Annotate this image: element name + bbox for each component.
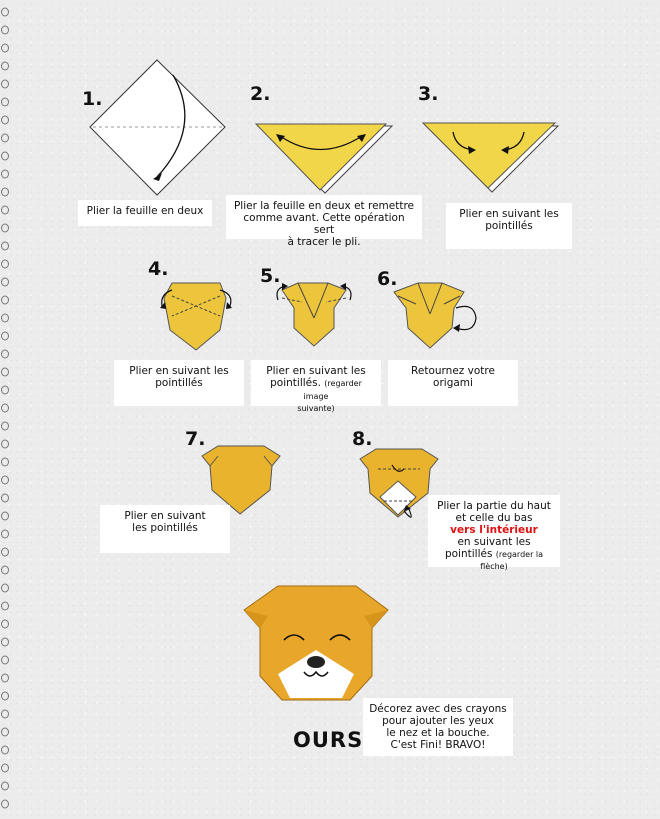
spiral-ring — [2, 224, 9, 232]
spiral-ring — [2, 782, 9, 790]
step-7-number: 7. — [185, 428, 206, 450]
spiral-ring — [2, 152, 9, 160]
spiral-ring — [2, 602, 9, 610]
step-8-caption: Plier la partie du haut et celle du bas vers l'intérieur en suivant les pointillés (regarder la flèche) — [428, 495, 560, 567]
step-5-number: 5. — [260, 265, 281, 287]
step-2-number: 2. — [250, 83, 271, 105]
spiral-ring — [2, 404, 9, 412]
spiral-ring — [2, 764, 9, 772]
spiral-ring — [2, 188, 9, 196]
spiral-ring — [2, 674, 9, 682]
spiral-ring — [2, 386, 9, 394]
spiral-ring — [2, 332, 9, 340]
spiral-ring — [2, 350, 9, 358]
spiral-ring — [2, 26, 9, 34]
spiral-ring — [2, 476, 9, 484]
spiral-ring — [2, 278, 9, 286]
spiral-ring — [2, 800, 9, 808]
spiral-ring — [2, 206, 9, 214]
step-7-caption: Plier en suivant les pointillés — [100, 505, 230, 553]
spiral-ring — [2, 260, 9, 268]
spiral-ring — [2, 692, 9, 700]
spiral-ring — [2, 116, 9, 124]
spiral-ring — [2, 314, 9, 322]
spiral-ring — [2, 494, 9, 502]
step-4-number: 4. — [148, 258, 169, 280]
step-1-diagram — [85, 55, 230, 200]
spiral-ring — [2, 296, 9, 304]
spiral-ring — [2, 710, 9, 718]
step-2-diagram — [250, 118, 400, 198]
step-8-number: 8. — [352, 428, 373, 450]
spiral-ring — [2, 656, 9, 664]
spiral-ring — [2, 98, 9, 106]
spiral-ring — [2, 62, 9, 70]
spiral-ring — [2, 242, 9, 250]
step-3-caption: Plier en suivant les pointillés — [446, 203, 572, 249]
step-1-number: 1. — [82, 88, 103, 110]
step-2-caption: Plier la feuille en deux et remettre comme avant. Cette opération sert à tracer le pli. — [226, 195, 422, 239]
step-5-caption: Plier en suivant les pointillés. (regarder image suivante) — [251, 360, 381, 406]
spiral-ring — [2, 548, 9, 556]
step-6-diagram — [390, 278, 485, 358]
spiral-ring — [2, 728, 9, 736]
spiral-ring — [2, 746, 9, 754]
spiral-ring — [2, 512, 9, 520]
spiral-ring — [2, 620, 9, 628]
final-bear-diagram — [238, 580, 393, 705]
step-5-diagram — [272, 278, 362, 358]
spiral-ring — [2, 8, 9, 16]
final-title: OURS — [293, 728, 364, 752]
spiral-ring — [2, 638, 9, 646]
spiral-ring — [2, 566, 9, 574]
spiral-ring — [2, 422, 9, 430]
spiral-ring — [2, 530, 9, 538]
spiral-ring — [2, 80, 9, 88]
spiral-ring — [2, 458, 9, 466]
spiral-ring — [2, 584, 9, 592]
spiral-binding — [0, 0, 14, 819]
final-caption: Décorez avec des crayons pour ajouter les yeux le nez et la bouche. C'est Fini! BRAVO! — [363, 698, 513, 756]
step-1-caption: Plier la feuille en deux — [78, 200, 212, 226]
spiral-ring — [2, 134, 9, 142]
spiral-ring — [2, 368, 9, 376]
step-6-caption: Retournez votre origami — [388, 360, 518, 406]
step-3-number: 3. — [418, 83, 439, 105]
step-4-diagram — [150, 278, 240, 358]
step-6-number: 6. — [377, 268, 398, 290]
step-4-caption: Plier en suivant les pointillés — [114, 360, 244, 406]
spiral-ring — [2, 44, 9, 52]
spiral-ring — [2, 440, 9, 448]
spiral-ring — [2, 170, 9, 178]
step-3-diagram — [418, 118, 563, 198]
